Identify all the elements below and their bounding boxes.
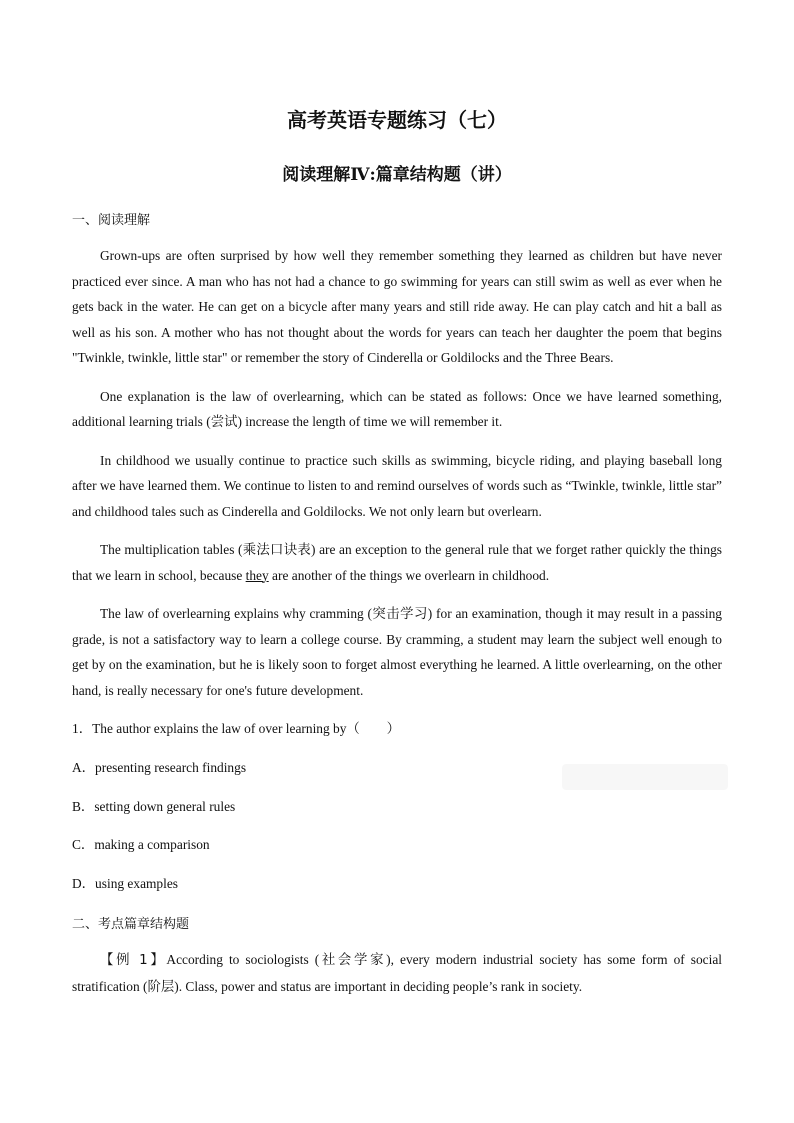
page-subtitle: 阅读理解Ⅳ:篇章结构题（讲） <box>282 165 512 185</box>
section-1-heading: 一、阅读理解 <box>72 213 151 228</box>
passage-paragraph-4 <box>72 537 722 588</box>
question-stem: 1．The author explains the law of over learning by（ ） <box>72 721 400 736</box>
passage-paragraph-2: One explanation is the law of overlearning, which can be stated as follows: Once we have learned something, additional learning trials (尝试) increase the length of time we will remember it. <box>72 388 722 429</box>
option-d: D．using examples <box>72 876 178 891</box>
passage-paragraph-5: The law of overlearning explains why cramming (突击学习) for an examination, though it may result in a passing grade, is not a satisfactory way to learn a college course. By cramming, a student may learn the subject well enough to get by on the examination, but he is likely soon to forget almost everything he learned. A little overlearning, on the other hand, is really necessary for one's future development. <box>72 606 722 698</box>
watermark-graphic <box>560 760 730 794</box>
example-tag: 【例 1】 <box>100 953 167 968</box>
page-title: 高考英语专题练习（七） <box>287 108 507 132</box>
example-1 <box>72 947 722 999</box>
option-c: C．making a comparison <box>72 837 210 852</box>
passage <box>72 243 722 703</box>
option-a: A．presenting research findings <box>72 760 247 775</box>
paragraph-4-text-after: are another of the things we overlearn in childhood. <box>268 567 550 583</box>
passage-paragraph-1: Grown-ups are often surprised by how well they remember something they learned as children but have never practiced ever since. A man who has not had a chance to go swimming for years can still swim as well as ever when he gets back in the water. He can get on a bicycle after many years and still ride away. He can play catch and hit a ball as well as his son. A mother who has not thought about the words for years can teach her daughter the poem that begins "Twinkle, twinkle, little star" or remember the story of Cinderella or Goldilocks and the Three Bears. <box>72 248 722 365</box>
passage-paragraph-3: In childhood we usually continue to practice such skills as swimming, bicycle riding, and playing baseball long after we have learned them. We continue to listen to and remind ourselves of words such as “Twinkle, twinkle, little star” and childhood tales such as Cinderella and Goldilocks. We not only learn but overlearn. <box>72 452 722 519</box>
underlined-word: they <box>245 567 269 583</box>
section-2-heading: 二、考点篇章结构题 <box>72 917 190 932</box>
paragraph-4-text-before: The multiplication tables (乘法口诀表) are an exception to the general rule that we forget rather quickly the things that we learn in school, because <box>72 542 722 583</box>
option-b: B．setting down general rules <box>72 799 236 814</box>
example-1-paragraph <box>72 947 722 999</box>
example-1-text: According to sociologists (社会学家), every modern industrial society has some form of social stratification (阶层). Class, power and status are important in deciding people’s rank in society. <box>72 952 722 994</box>
